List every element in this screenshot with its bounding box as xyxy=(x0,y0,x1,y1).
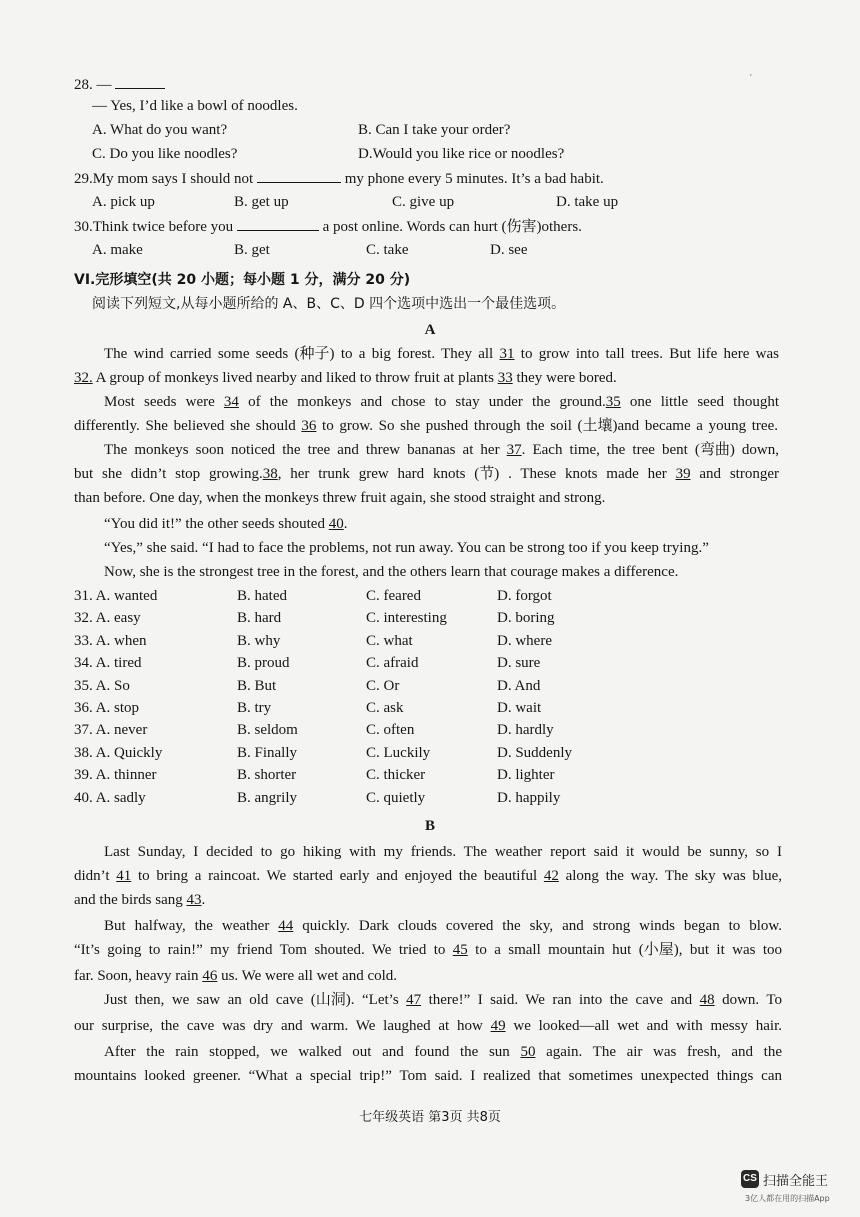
cloze-option: 38. A. Quickly xyxy=(74,744,163,761)
blank-number: 36 xyxy=(301,418,317,434)
passage-text: quickly. Dark clouds covered the sky, and strong winds began to blow. xyxy=(293,918,783,934)
passage-text: we looked—all wet and with messy hair. xyxy=(505,1018,782,1034)
q30-option-a: A. make xyxy=(92,242,143,258)
cloze-option: D. forgot xyxy=(497,588,552,604)
cloze-option: D. boring xyxy=(497,610,555,627)
blank-number: 35 xyxy=(605,394,621,410)
cloze-option: B. hated xyxy=(237,588,287,604)
passage-b-line xyxy=(74,1066,782,1086)
passage-text: and the birds sang xyxy=(74,892,187,908)
q28-answer-line: — Yes, I’d like a bowl of noodles. xyxy=(92,98,298,114)
passage-text: The wind carried some seeds (种子) to a big forest. They all xyxy=(104,346,500,362)
passage-text: to a small mountain hut (小屋), but it was too xyxy=(467,942,782,958)
q29-option-a: A. pick up xyxy=(92,194,155,210)
q29-option-c: C. give up xyxy=(392,194,455,210)
passage-b-label: B xyxy=(424,818,435,834)
passage-text: to bring a raincoat. We started early and enjoyed the beautiful xyxy=(131,868,544,884)
q28-stem: 28. — xyxy=(74,74,165,95)
passage-a-line xyxy=(74,488,605,508)
passage-b-line xyxy=(74,1016,782,1036)
cloze-option: D. lighter xyxy=(497,767,555,784)
passage-b-line xyxy=(104,916,782,936)
scanner-tagline: 3亿人都在用的扫描App xyxy=(745,1194,830,1203)
passage-a-line xyxy=(104,440,779,460)
passage-a-line xyxy=(104,344,779,364)
cloze-option: C. thicker xyxy=(366,767,426,784)
passage-text: After the rain stopped, we walked out and found the sun xyxy=(104,1044,521,1060)
cloze-option: B. angrily xyxy=(237,789,297,806)
passage-text: . Each time, the tree bent (弯曲) down, xyxy=(521,442,779,458)
cloze-option: B. proud xyxy=(237,655,290,672)
passage-b-line xyxy=(74,966,397,986)
q29-stem: 29.My mom says I should not my phone every 5 minutes. It’s a bad habit. xyxy=(74,168,604,189)
passage-text: down. To xyxy=(714,992,782,1008)
cloze-option: 34. A. tired xyxy=(74,655,142,672)
blank-number: 50 xyxy=(520,1044,536,1060)
q28-option-c: C. Do you like noodles? xyxy=(92,146,238,162)
passage-text: . xyxy=(343,516,348,532)
section-heading: VI.完形填空(共 20 小题；每小题 1 分，满分 20 分) xyxy=(74,272,411,288)
passage-b-line xyxy=(74,890,205,910)
cloze-option: D. where xyxy=(497,632,552,649)
q28-option-a: A. What do you want? xyxy=(92,122,228,138)
passage-text: didn’t xyxy=(74,868,117,884)
blank-number: 45 xyxy=(452,942,468,958)
passage-text: but she didn’t stop growing. xyxy=(74,466,263,482)
passage-a-line xyxy=(104,562,678,582)
blank-number: 43 xyxy=(186,892,202,908)
q30-option-c: C. take xyxy=(366,242,409,258)
passage-text: to grow. So she pushed through the soil (土壤)and became a young tree. xyxy=(316,418,778,434)
cloze-option: 40. A. sadly xyxy=(74,789,146,806)
section-instruction: 阅读下列短文,从每小题所给的 A、B、C、D 四个选项中选出一个最佳选项。 xyxy=(92,296,566,312)
blank-number: 44 xyxy=(278,918,294,934)
passage-b-line xyxy=(104,1042,782,1062)
camscanner-logo-icon: CS xyxy=(741,1170,759,1188)
blank-number: 37 xyxy=(506,442,522,458)
cloze-option: B. But xyxy=(237,677,277,694)
passage-text: “You did it!” the other seeds shouted xyxy=(104,516,329,532)
passage-text: But halfway, the weather xyxy=(104,918,279,934)
q28-option-d: D.Would you like rice or noodles? xyxy=(358,146,565,162)
passage-text: of the monkeys and chose to stay under the ground. xyxy=(238,394,606,410)
blank-number: 46 xyxy=(202,968,218,984)
cloze-option: C. interesting xyxy=(366,610,447,627)
passage-a-line xyxy=(74,464,779,484)
cloze-option: D. happily xyxy=(497,789,561,806)
cloze-option: C. feared xyxy=(366,588,421,604)
passage-text: than before. One day, when the monkeys threw fruit again, she stood straight and strong. xyxy=(74,490,606,506)
scan-mark: ' xyxy=(750,73,752,84)
passage-text: us. We were all wet and cold. xyxy=(217,968,398,984)
cloze-option: C. ask xyxy=(366,700,404,716)
cloze-option: B. try xyxy=(237,700,272,716)
blank-number: 34 xyxy=(223,394,239,410)
cloze-option: 32. A. easy xyxy=(74,610,141,627)
blank-number: 41 xyxy=(116,868,132,884)
passage-text: , her trunk grew hard knots (节) . These knots made her xyxy=(277,466,676,482)
cloze-option: C. Luckily xyxy=(366,744,431,761)
passage-text: one little seed thought xyxy=(620,394,779,410)
passage-b-line xyxy=(104,842,782,862)
cloze-option: B. why xyxy=(237,632,281,649)
q28-option-b: B. Can I take your order? xyxy=(358,122,511,138)
q30-option-b: B. get xyxy=(234,242,270,258)
cloze-option: 36. A. stop xyxy=(74,700,140,716)
blank-number: 38 xyxy=(262,466,278,482)
scanner-app-name: 扫描全能王 xyxy=(763,1174,829,1189)
cloze-option: D. hardly xyxy=(497,722,554,739)
cloze-option: B. seldom xyxy=(237,722,298,739)
passage-text: again. The air was fresh, and the xyxy=(535,1044,782,1060)
cloze-option: B. Finally xyxy=(237,744,298,761)
cloze-option: C. what xyxy=(366,632,413,649)
passage-a-line xyxy=(104,514,347,534)
passage-text: along the way. The sky was blue, xyxy=(558,868,782,884)
passage-b-line xyxy=(74,866,782,886)
blank-number: 42 xyxy=(543,868,559,884)
cloze-option: 31. A. wanted xyxy=(74,588,158,604)
passage-b-line xyxy=(74,940,782,960)
cloze-option: B. hard xyxy=(237,610,282,627)
passage-text: Just then, we saw an old cave (山洞). “Let’s xyxy=(104,992,407,1008)
cloze-option: D. wait xyxy=(497,700,542,716)
cloze-option: C. often xyxy=(366,722,415,739)
q29-option-b: B. get up xyxy=(234,194,289,210)
cloze-option: D. And xyxy=(497,677,541,694)
blank-number: 31 xyxy=(499,346,515,362)
q30-stem: 30.Think twice before you a post online. Words can hurt (伤害)others. xyxy=(74,216,582,237)
passage-text: our surprise, the cave was dry and warm. We laughed at how xyxy=(74,1018,491,1034)
cloze-option: 35. A. So xyxy=(74,677,130,694)
cloze-option: 39. A. thinner xyxy=(74,767,157,784)
blank-number: 49 xyxy=(490,1018,506,1034)
passage-text: “Yes,” she said. “I had to face the problems, not run away. You can be strong too if you keep trying.” xyxy=(104,540,709,556)
passage-text: differently. She believed she should xyxy=(74,418,302,434)
cloze-option: C. Or xyxy=(366,677,400,694)
passage-text: and stronger xyxy=(690,466,779,482)
cloze-option: D. sure xyxy=(497,655,541,672)
passage-b-line xyxy=(104,990,782,1010)
passage-a-line xyxy=(104,538,709,558)
passage-text: far. Soon, heavy rain xyxy=(74,968,203,984)
page-footer: 七年级英语 第3页 共8页 xyxy=(359,1110,501,1125)
passage-text: “It’s going to rain!” my friend Tom shouted. We tried to xyxy=(74,942,453,958)
passage-a-line xyxy=(104,392,779,412)
cloze-option: C. afraid xyxy=(366,655,419,672)
passage-text: to grow into tall trees. But life here was xyxy=(514,346,779,362)
blank-number: 48 xyxy=(699,992,715,1008)
passage-a-line xyxy=(74,368,617,388)
cloze-option: B. shorter xyxy=(237,767,297,784)
passage-text: mountains looked greener. “What a special trip!” Tom said. I realized that sometimes unexpected things can xyxy=(74,1068,782,1084)
passage-text: they were bored. xyxy=(512,370,617,386)
blank-number: 39 xyxy=(675,466,691,482)
blank-number: 47 xyxy=(406,992,422,1008)
blank-number: 40 xyxy=(328,516,344,532)
passage-text: . xyxy=(201,892,206,908)
passage-text: A group of monkeys lived nearby and liked to throw fruit at plants xyxy=(92,370,498,386)
passage-text: The monkeys soon noticed the tree and threw bananas at her xyxy=(104,442,507,458)
q29-option-d: D. take up xyxy=(556,194,619,210)
q30-option-d: D. see xyxy=(490,242,528,258)
cloze-option: D. Suddenly xyxy=(497,744,572,761)
passage-text: Now, she is the strongest tree in the forest, and the others learn that courage makes a difference. xyxy=(104,564,679,580)
cloze-option: C. quietly xyxy=(366,789,426,806)
passage-text: there!” I said. We ran into the cave and xyxy=(421,992,700,1008)
passage-text: Last Sunday, I decided to go hiking with my friends. The weather report said it would be sunny, so I xyxy=(104,844,782,860)
blank-number: 32. xyxy=(74,370,93,386)
blank-number: 33 xyxy=(497,370,513,386)
passage-a-line xyxy=(74,416,778,436)
passage-a-label: A xyxy=(424,322,436,338)
cloze-option: 37. A. never xyxy=(74,722,148,739)
passage-text: Most seeds were xyxy=(104,394,224,410)
cloze-option: 33. A. when xyxy=(74,632,147,649)
